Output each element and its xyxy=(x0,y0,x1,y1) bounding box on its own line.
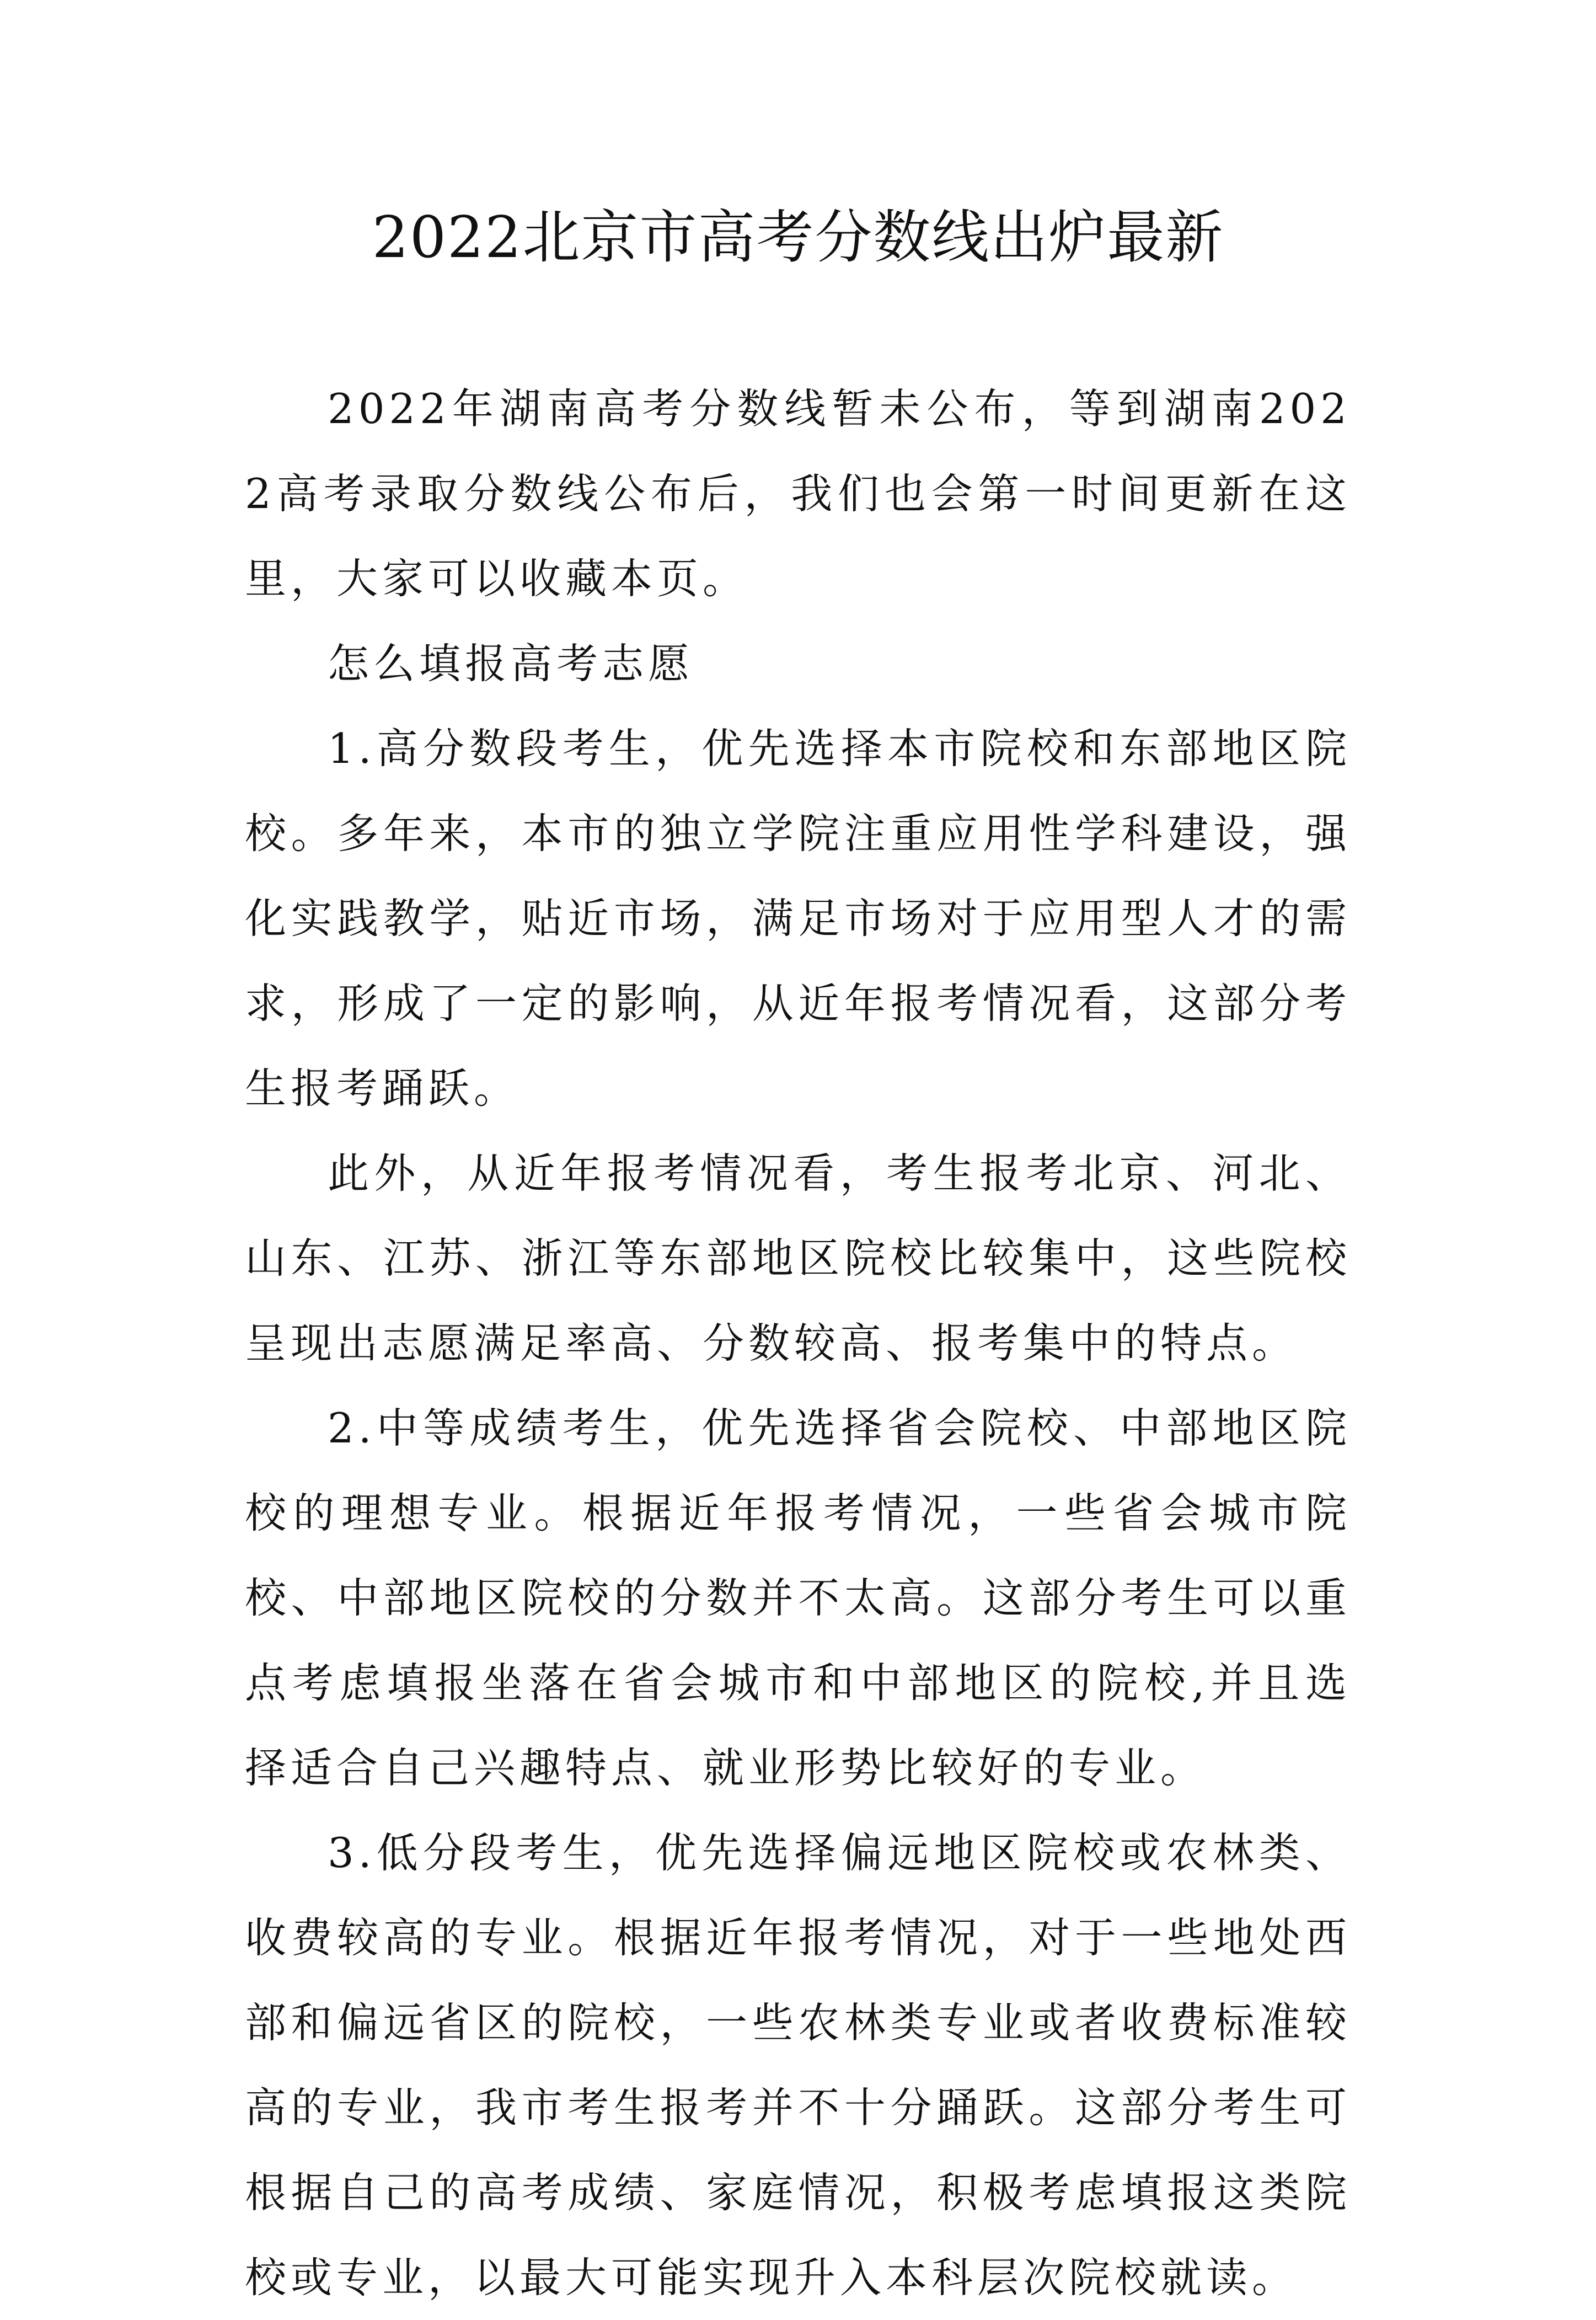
paragraph-low-score: 3.低分段考生，优先选择偏远地区院校或农林类、收费较高的专业。根据近年报考情况，对于一些地处西部和偏远省区的院校，一些农林类专业或者收费标准较高的专业，我市考生报考并不十分踊跃。这部分考生可根据自己的高考成绩、家庭情况，积极考虑填报这类院校或专业，以最大可能实现升入本科层次院校就读。 xyxy=(245,1829,1351,2302)
paragraph-east-region: 此外，从近年报考情况看，考生报考北京、河北、山东、江苏、浙江等东部地区院校比较集中，这些院校呈现出志愿满足率高、分数较高、报考集中的特点。 xyxy=(245,1149,1351,1367)
paragraph-high-score: 1.高分数段考生，优先选择本市院校和东部地区院校。多年来，本市的独立学院注重应用性学科建设，强化实践教学，贴近市场，满足市场对于应用型人才的需求，形成了一定的影响，从近年报考情况看，这部分考生报考踊跃。 xyxy=(245,724,1351,1113)
paragraph-intro: 2022年湖南高考分数线暂未公布，等到湖南2022高考录取分数线公布后，我们也会第一时间更新在这里，大家可以收藏本页。 xyxy=(245,384,1351,603)
document-title: 2022北京市高考分数线出炉最新 xyxy=(372,204,1224,271)
paragraph-heading: 怎么填报高考志愿 xyxy=(328,639,694,688)
document-body xyxy=(245,366,1351,2320)
paragraph-mid-score: 2.中等成绩考生，优先选择省会院校、中部地区院校的理想专业。根据近年报考情况，一些省会城市院校、中部地区院校的分数并不太高。这部分考生可以重点考虑填报坐落在省会城市和中部地区的院校,并且选择适合自己兴趣特点、就业形势比较好的专业。 xyxy=(245,1404,1351,1792)
